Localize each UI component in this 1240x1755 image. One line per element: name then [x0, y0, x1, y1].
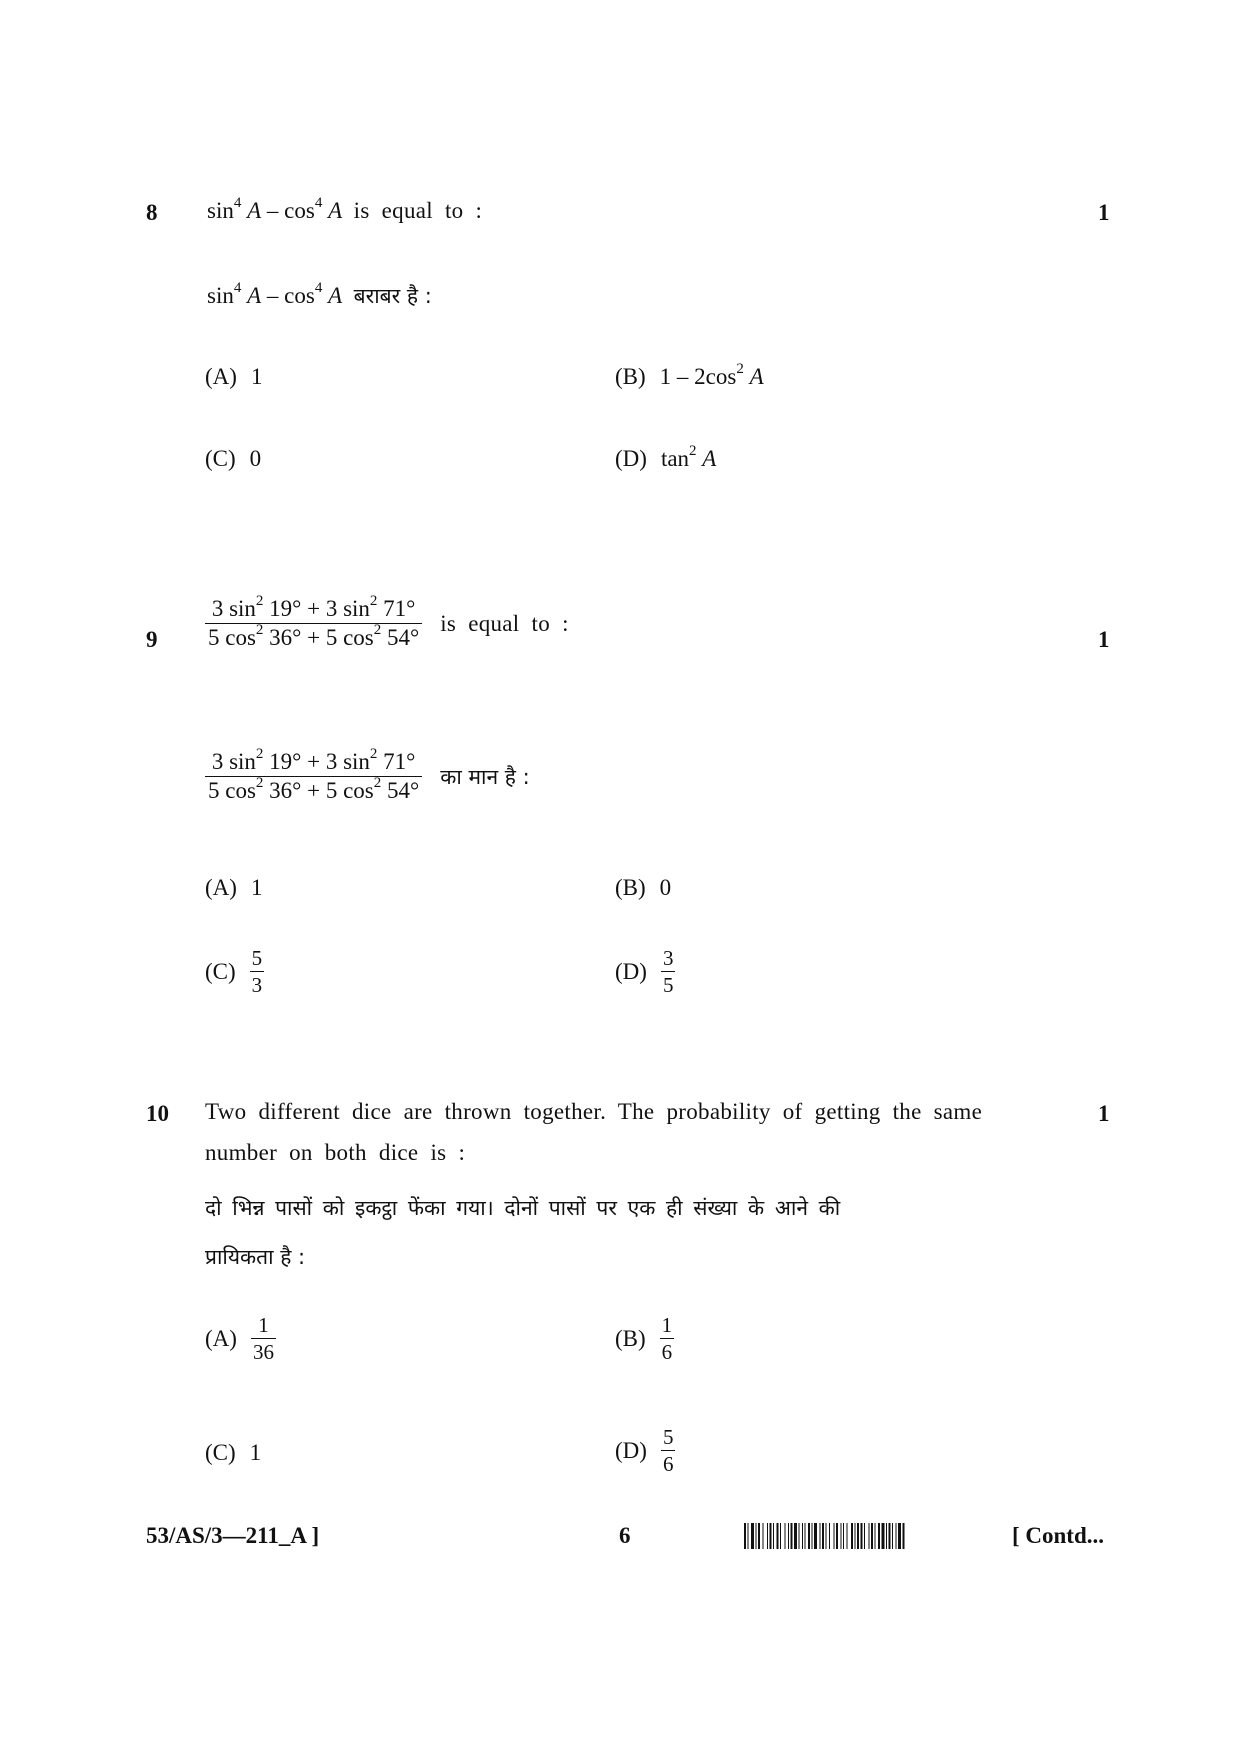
q9-option-d[interactable]	[615, 945, 675, 998]
q10-option-a[interactable]	[205, 1312, 276, 1365]
q8-option-a[interactable]	[205, 364, 262, 390]
option-value: 1	[249, 1440, 262, 1465]
option-label: (C)	[205, 1440, 236, 1465]
option-fraction: $\frac{3}{5}$	[662, 946, 674, 997]
option-label: (A)	[205, 1325, 237, 1351]
question-8-number: 8	[146, 200, 158, 225]
option-fraction: $\frac{5}{6}$	[662, 1425, 674, 1476]
option-fraction: $\frac{5}{3}$	[251, 946, 263, 997]
q8-option-c[interactable]	[205, 446, 261, 472]
question-8-stem-en	[207, 195, 483, 224]
question-10-stem-hi-line2: प्रायिकता है :	[205, 1245, 306, 1269]
question-9-number: 9	[146, 627, 158, 652]
expr-power: 4	[233, 195, 242, 211]
expr-power: 4	[314, 280, 323, 296]
q9-fraction	[205, 593, 422, 651]
option-value: 0	[659, 875, 672, 900]
option-label: (D)	[615, 958, 647, 984]
expr-sin: sin	[207, 283, 234, 308]
question-10-stem-hi-line1: दो भिन्न पासों को इकट्ठा फेंका गया। दोनों पासों पर एक ही संख्या के आने की	[205, 1196, 841, 1220]
option-label: (D)	[615, 1437, 647, 1463]
question-8-marks: 1	[1098, 200, 1110, 225]
fraction-numerator: 3 $\sin^2 19^\circ + 3$ $\sin^2 71^\circ$	[205, 749, 422, 777]
option-value: $\tan^2 A$	[660, 443, 717, 471]
barcode-graphic	[744, 1523, 990, 1549]
option-label: (B)	[615, 875, 646, 900]
option-label: (B)	[615, 364, 646, 389]
expr-power: 4	[233, 280, 242, 296]
option-value: 1	[250, 875, 263, 900]
expr-sin: sin	[207, 198, 234, 223]
q9-option-b[interactable]	[615, 875, 671, 901]
option-label: (C)	[205, 446, 236, 471]
page-number: 6	[619, 1523, 631, 1548]
option-fraction: $\frac{1}{36}$	[252, 1313, 274, 1364]
question-10-stem-en-line1: Two different dice are thrown together. The probability of getting the same	[205, 1099, 983, 1124]
expr-power: 4	[314, 195, 323, 211]
expr-var: A	[247, 198, 262, 223]
question-10-marks: 1	[1098, 1101, 1110, 1126]
expr-cos: cos	[284, 283, 315, 308]
expr-var: A	[328, 283, 343, 308]
expr-minus: –	[261, 198, 285, 223]
question-9-marks: 1	[1098, 627, 1110, 652]
question-9-stem-hi	[205, 746, 530, 804]
option-value: $1 - 2\cos^2$ A	[659, 361, 764, 389]
q9-fraction	[205, 746, 422, 804]
option-label: (A)	[205, 875, 237, 900]
expr-var: A	[328, 198, 343, 223]
q10-option-c[interactable]	[205, 1440, 261, 1466]
expr-cos: cos	[284, 198, 315, 223]
stem-text-en: is equal to :	[353, 198, 483, 223]
q8-option-b[interactable]	[615, 361, 764, 390]
continued-label: [ Contd...	[1012, 1523, 1105, 1548]
option-fraction: $\frac{1}{6}$	[661, 1313, 673, 1364]
q9-option-a[interactable]	[205, 875, 262, 901]
question-10-stem-en-line2: number on both dice is :	[205, 1140, 466, 1165]
stem-text-hi: का मान है :	[440, 764, 530, 789]
q9-option-c[interactable]	[205, 945, 264, 998]
option-value: 1	[250, 364, 263, 389]
q8-option-d[interactable]	[615, 443, 717, 472]
fraction-numerator: 3 $\sin^2 19^\circ + 3$ $\sin^2 71^\circ$	[205, 596, 422, 624]
question-10-number: 10	[146, 1101, 169, 1126]
option-label: (D)	[615, 446, 647, 471]
fraction-denominator: 5 $\cos^2 36^\circ + 5$ $\cos^2 54^\circ$	[208, 775, 420, 803]
fraction-denominator: 5 $\cos^2 36^\circ + 5$ $\cos^2 54^\circ$	[208, 622, 420, 650]
option-label: (A)	[205, 364, 237, 389]
stem-text-en: is equal to :	[440, 610, 569, 636]
q10-option-b[interactable]	[615, 1312, 674, 1365]
paper-code: 53/AS/3—211_A ]	[146, 1523, 320, 1548]
q10-option-d[interactable]	[615, 1424, 675, 1477]
option-label: (B)	[615, 1325, 646, 1351]
option-label: (C)	[205, 958, 236, 984]
expr-var: A	[247, 283, 262, 308]
option-value: 0	[249, 446, 262, 471]
stem-text-hi: बराबर है :	[353, 284, 432, 308]
expr-minus: –	[261, 283, 285, 308]
barcode	[744, 1523, 990, 1549]
question-8-stem-hi	[207, 282, 432, 310]
question-9-stem-en	[205, 593, 569, 651]
